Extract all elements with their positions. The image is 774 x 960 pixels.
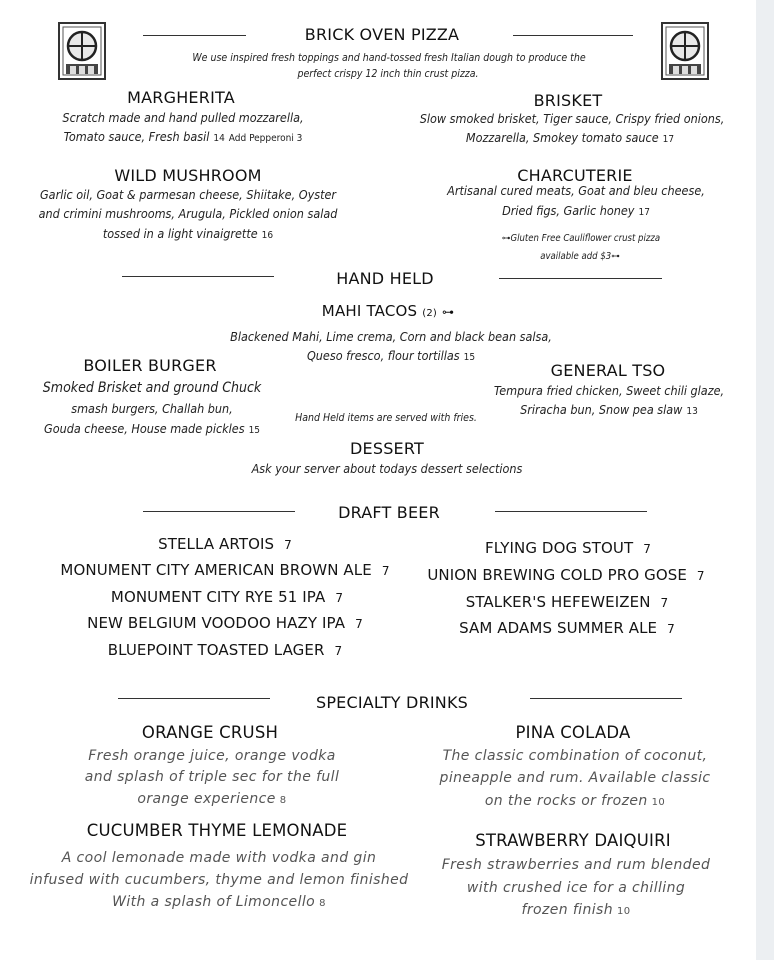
pizza-heading: BRICK OVEN PIZZA — [304, 25, 460, 44]
divider — [122, 276, 274, 277]
general-tso-name: GENERAL TSO — [550, 361, 666, 380]
beer-item: UNION BREWING COLD PRO GOSE 7 — [427, 566, 705, 584]
strawberry-daiquiri-name: STRAWBERRY DAIQUIRI — [475, 831, 671, 850]
divider — [499, 278, 662, 279]
pina-colada-price: 10 — [651, 797, 666, 808]
gf-note-line1: ⊶Gluten Free Cauliflower crust pizza — [501, 233, 661, 244]
beer-item: MONUMENT CITY AMERICAN BROWN ALE 7 — [60, 561, 390, 579]
beer-item: SAM ADAMS SUMMER ALE 7 — [459, 619, 675, 637]
draft-beer-heading: DRAFT BEER — [338, 503, 440, 522]
mahi-tacos-desc-line2: Queso fresco, flour tortillas 15 — [306, 348, 476, 363]
beer-item: BLUEPOINT TOASTED LAGER 7 — [107, 641, 343, 659]
orange-crush-price: 8 — [279, 795, 287, 806]
orange-crush-desc-line3: orange experience 8 — [137, 791, 287, 807]
cucumber-lemonade-price: 8 — [319, 898, 326, 909]
beer-item: MONUMENT CITY RYE 51 IPA 7 — [110, 588, 344, 606]
orange-crush-desc-line1: Fresh orange juice, orange vodka — [88, 748, 336, 764]
general-tso-desc-line1: Tempura fried chicken, Sweet chili glaze, — [493, 383, 725, 398]
strawberry-daiquiri-price: 10 — [616, 906, 631, 917]
strawberry-daiquiri-desc-line1: Fresh strawberries and rum blended — [441, 857, 711, 873]
divider — [530, 698, 682, 699]
charcuterie-price: 17 — [638, 207, 650, 218]
margherita-name: MARGHERITA — [127, 88, 235, 107]
margherita-desc-line2: Tomato sauce, Fresh basil 14 Add Pepperoni 3 — [63, 129, 303, 144]
wild-mushroom-desc-line3: tossed in a light vinaigrette 16 — [102, 226, 274, 241]
cucumber-lemonade-desc-line2: infused with cucumbers, thyme and lemon finished — [29, 872, 409, 888]
brisket-price: 17 — [662, 134, 675, 145]
restaurant-logo-right-icon — [661, 22, 709, 80]
cucumber-lemonade-desc-line3: With a splash of Limoncello 8 — [112, 894, 326, 910]
wild-mushroom-name: WILD MUSHROOM — [114, 166, 262, 185]
brisket-desc-line2: Mozzarella, Smokey tomato sauce 17 — [465, 130, 675, 145]
boiler-burger-name: BOILER BURGER — [83, 356, 217, 375]
charcuterie-name: CHARCUTERIE — [517, 166, 633, 185]
wild-mushroom-desc-line1: Garlic oil, Goat & parmesan cheese, Shiitake, Oyster — [39, 187, 337, 202]
brisket-desc-line1: Slow smoked brisket, Tiger sauce, Crispy fried onions, — [419, 111, 725, 126]
strawberry-daiquiri-desc-line3: frozen finish 10 — [521, 902, 631, 918]
beer-item: FLYING DOG STOUT 7 — [485, 539, 651, 557]
wild-mushroom-price: 16 — [261, 230, 274, 241]
cucumber-lemonade-name: CUCUMBER THYME LEMONADE — [86, 821, 348, 840]
divider — [143, 35, 246, 36]
divider — [118, 698, 270, 699]
pina-colada-desc-line2: pineapple and rum. Available classic — [439, 770, 711, 786]
strawberry-daiquiri-desc-line2: with crushed ice for a chilling — [466, 880, 686, 896]
pina-colada-name: PINA COLADA — [515, 723, 631, 742]
pina-colada-desc-line3: on the rocks or frozen 10 — [484, 793, 666, 809]
hand-held-heading: HAND HELD — [336, 269, 434, 288]
divider — [143, 511, 295, 512]
general-tso-desc-line2: Sriracha bun, Snow pea slaw 13 — [520, 402, 698, 417]
gf-note-line2: available add $3⊶ — [540, 251, 620, 262]
mahi-tacos-qty: (2) — [422, 308, 438, 319]
beer-item: STALKER'S HEFEWEIZEN 7 — [465, 593, 669, 611]
fries-note: Hand Held items are served with fries. — [295, 412, 477, 424]
fish-icon: ⊶ — [441, 305, 455, 319]
orange-crush-name: ORANGE CRUSH — [141, 723, 279, 742]
mahi-tacos-desc-line1: Blackened Mahi, Lime crema, Corn and black bean salsa, — [230, 329, 552, 344]
pizza-intro-line2: perfect crispy 12 inch thin crust pizza. — [297, 68, 479, 80]
margherita-addon: Add Pepperoni 3 — [228, 133, 303, 144]
wild-mushroom-desc-line2: and crimini mushrooms, Arugula, Pickled onion salad — [38, 206, 338, 221]
mahi-tacos-price: 15 — [463, 352, 476, 363]
boiler-burger-desc-line2: smash burgers, Challah bun, — [71, 401, 233, 416]
boiler-burger-price: 15 — [248, 425, 261, 436]
charcuterie-desc-line1: Artisanal cured meats, Goat and bleu cheese, — [447, 183, 705, 198]
pizza-slice-icon: ⊶ — [501, 233, 511, 244]
brisket-name: BRISKET — [533, 91, 603, 110]
dessert-heading: DESSERT — [350, 439, 424, 458]
pizza-slice-icon: ⊶ — [611, 251, 620, 262]
margherita-price: 14 — [213, 133, 225, 144]
pizza-intro-line1: We use inspired fresh toppings and hand-tossed fresh Italian dough to produce the — [192, 52, 586, 64]
orange-crush-desc-line2: and splash of triple sec for the full — [84, 769, 340, 785]
divider — [495, 511, 647, 512]
margherita-desc-line1: Scratch made and hand pulled mozzarella, — [62, 110, 304, 125]
boiler-burger-desc-line3: Gouda cheese, House made pickles 15 — [43, 421, 261, 436]
charcuterie-desc-line2: Dried figs, Garlic honey 17 — [502, 203, 650, 218]
mahi-tacos-name: MAHI TACOS (2) ⊶ — [321, 302, 455, 320]
general-tso-price: 13 — [686, 406, 698, 417]
boiler-burger-desc-line1: Smoked Brisket and ground Chuck — [42, 380, 262, 396]
dessert-text: Ask your server about todays dessert selections — [251, 461, 523, 476]
pina-colada-desc-line1: The classic combination of coconut, — [442, 748, 708, 764]
restaurant-logo-left-icon — [58, 22, 106, 80]
divider — [513, 35, 633, 36]
beer-item: STELLA ARTOIS 7 — [158, 535, 292, 553]
beer-item: NEW BELGIUM VOODOO HAZY IPA 7 — [87, 614, 363, 632]
specialty-heading: SPECIALTY DRINKS — [315, 693, 469, 712]
cucumber-lemonade-desc-line1: A cool lemonade made with vodka and gin — [61, 850, 377, 866]
